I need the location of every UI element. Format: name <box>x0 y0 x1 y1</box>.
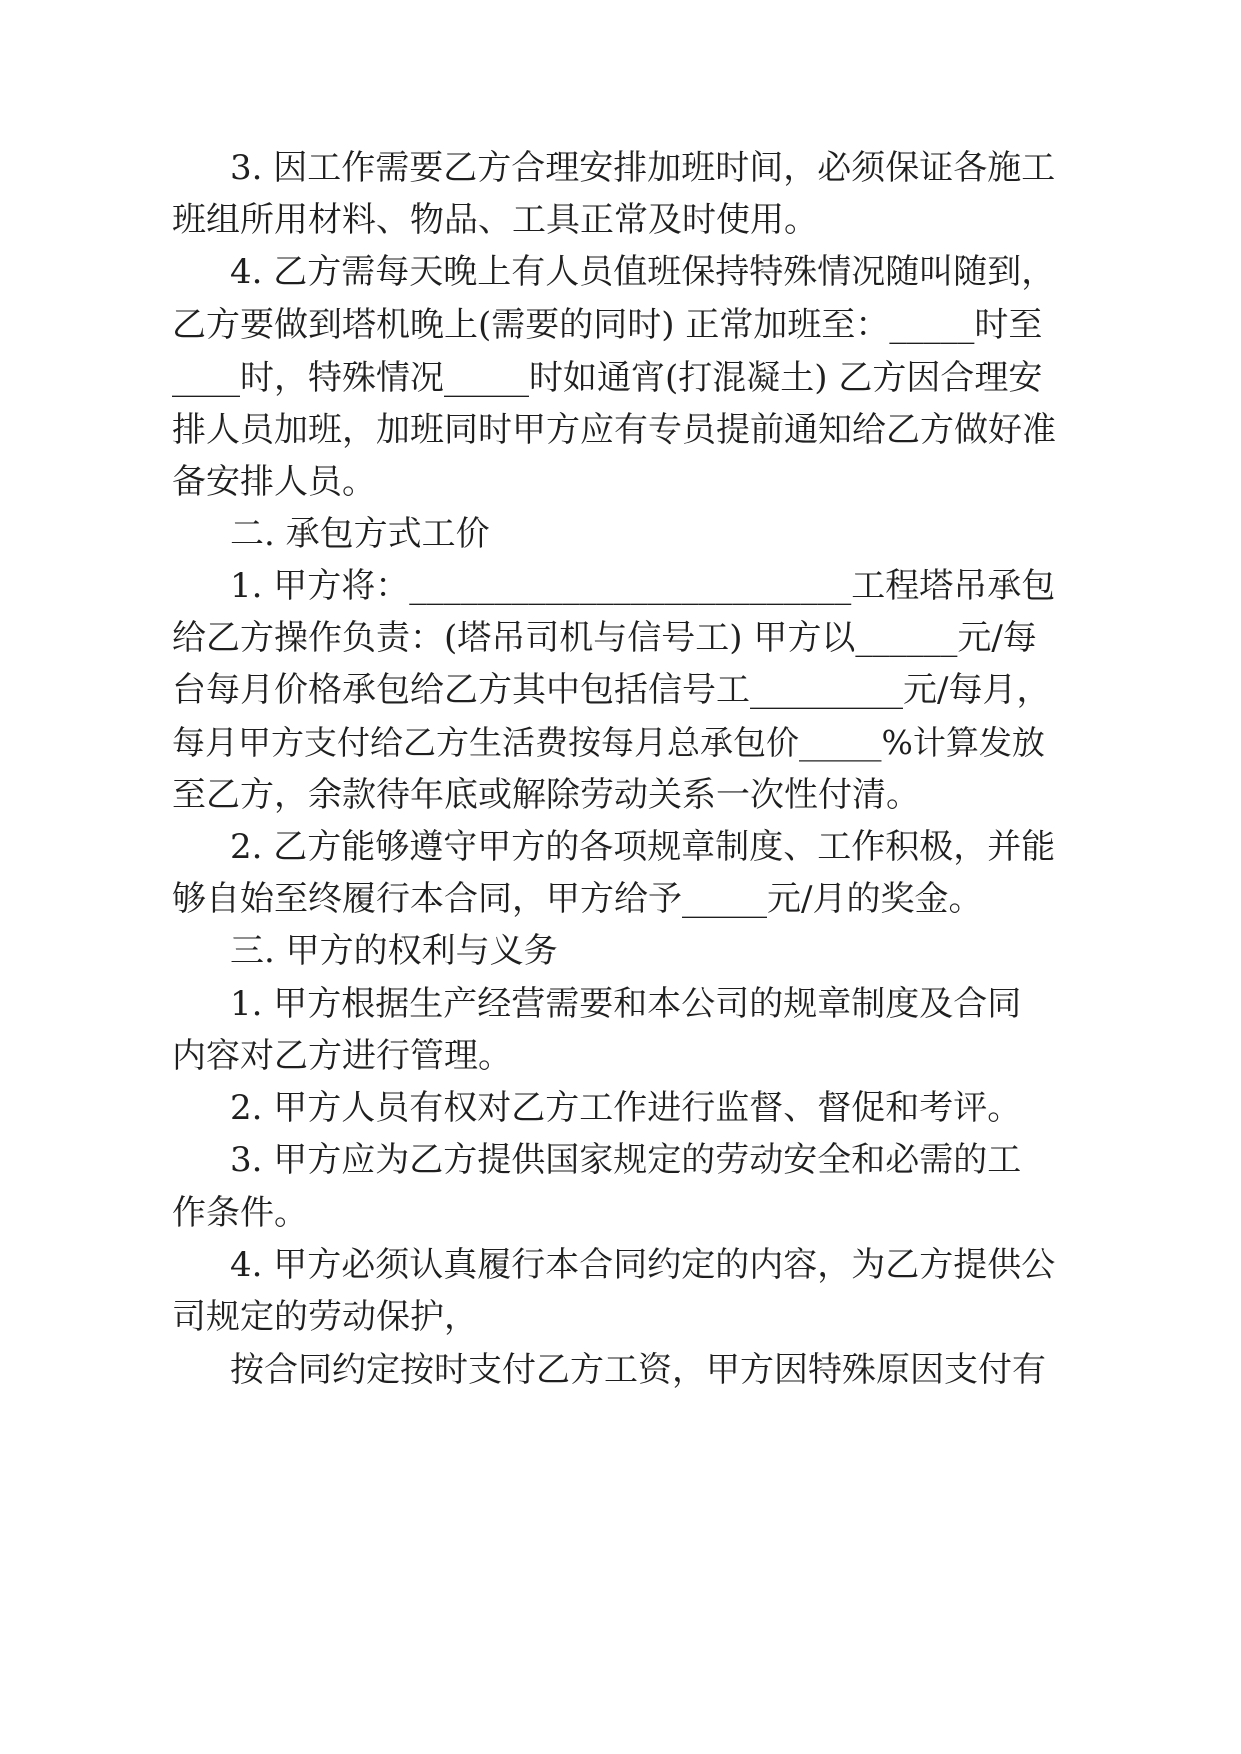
text-line: 3. 甲方应为乙方提供国家规定的劳动安全和必需的工 <box>230 1140 1022 1180</box>
text-line: 乙方要做到塔机晚上(需要的同时) 正常加班至：_____时至 <box>172 305 1043 345</box>
text-line: 司规定的劳动保护， <box>172 1297 478 1337</box>
text-line: 排人员加班，加班同时甲方应有专员提前通知给乙方做好准 <box>172 410 1056 450</box>
text-line: 备安排人员。 <box>172 462 376 502</box>
text-line: 每月甲方支付给乙方生活费按每月总承包价_____%计算发放 <box>172 723 1045 762</box>
text-line: 给乙方操作负责：(塔吊司机与信号工) 甲方以______元/每 <box>172 618 1037 658</box>
text-line: 1. 甲方将：__________________________工程塔吊承包 <box>230 566 1056 606</box>
text-line: 2. 甲方人员有权对乙方工作进行监督、督促和考评。 <box>230 1088 1022 1128</box>
text-line: 按合同约定按时支付乙方工资，甲方因特殊原因支付有 <box>230 1350 1046 1390</box>
section-heading: 三. 甲方的权利与义务 <box>230 931 558 971</box>
text-line: 够自始至终履行本合同，甲方给予_____元/月的奖金。 <box>172 879 983 919</box>
text-line: 至乙方，余款待年底或解除劳动关系一次性付清。 <box>172 775 920 815</box>
text-line: 台每月价格承包给乙方其中包括信号工_________元/每月， <box>172 670 1051 710</box>
text-line: 3. 因工作需要乙方合理安排加班时间，必须保证各施工 <box>230 148 1056 188</box>
text-line: 班组所用材料、物品、工具正常及时使用。 <box>172 200 818 240</box>
text-line: ____时，特殊情况_____时如通宵(打混凝土) 乙方因合理安 <box>172 358 1043 398</box>
text-line: 内容对乙方进行管理。 <box>172 1036 512 1076</box>
text-line: 2. 乙方能够遵守甲方的各项规章制度、工作积极，并能 <box>230 827 1056 867</box>
text-line: 4. 乙方需每天晚上有人员值班保持特殊情况随叫随到， <box>230 252 1056 292</box>
text-line: 作条件。 <box>172 1193 308 1233</box>
text-line: 1. 甲方根据生产经营需要和本公司的规章制度及合同 <box>230 984 1022 1024</box>
text-line: 4. 甲方必须认真履行本合同约定的内容，为乙方提供公 <box>230 1245 1056 1285</box>
section-heading: 二. 承包方式工价 <box>230 514 490 554</box>
